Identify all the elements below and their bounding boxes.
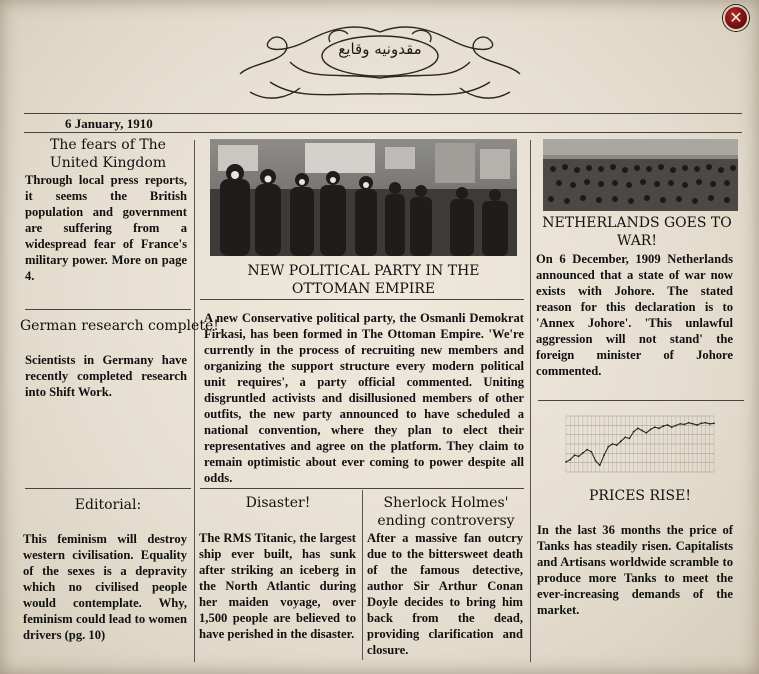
price-point (633, 431, 635, 433)
price-point (586, 449, 588, 451)
price-point (679, 423, 681, 425)
fears-body: Through local press reports, it seems the British population and government are suffering from a widespread fear of France's military power. More on page 4. (25, 173, 187, 283)
sherlock-body: After a massive fan outcry due to the bittersweet death of the famous detective, author Sir Arthur Conan Doyle decides to bring him back from the dead, providing clarification and closure. (367, 531, 523, 657)
price-point (620, 440, 622, 442)
price-point (569, 459, 571, 461)
price-point (565, 461, 567, 463)
price-point (713, 422, 715, 424)
party-photo-image (210, 139, 517, 256)
price-point (574, 454, 576, 456)
masthead-ornament (230, 12, 530, 112)
price-point (658, 427, 660, 429)
price-point (590, 451, 592, 453)
column-divider-3 (362, 490, 363, 660)
price-chart (558, 410, 718, 482)
price-point (624, 436, 626, 438)
party-photo (210, 139, 517, 256)
war-photo-image (543, 139, 738, 211)
war-headline: NETHERLANDS GOES TO WAR! (542, 215, 732, 249)
top-rule (24, 113, 742, 114)
center-rule-1 (200, 299, 524, 300)
date-rule (24, 132, 742, 133)
price-point (616, 444, 618, 446)
editorial-body: This feminism will destroy western civilisation. Equality of the sexes is a depravity which no civilised people would contemplate. Why, feminism could lead to women drivers (pg. 10) (23, 532, 187, 642)
price-point (696, 424, 698, 426)
price-point (688, 422, 690, 424)
price-point (700, 422, 702, 424)
party-body: A new Conservative political party, the Osmanli Demokrat Firkasi, has been formed in The Ottoman Empire. 'We're currently in the process of recruiting new members and organizing the support structure every modern political unit requires', a party official commented. Uniting disgruntled activists and disillusioned members of other outfits, the new party announced to have scheduled a national convention, where they plan to elect their representatives and agree on the platform. They claim to remain optimistic about ever coming to power despite all odds. (204, 311, 524, 485)
price-point (612, 443, 614, 445)
price-point (709, 423, 711, 425)
prices-body: In the last 36 months the price of Tanks has steadily risen. Capitalists and Artisans worldwide scramble to produce more Tanks to meet the ever-increasing demands of the market. (537, 523, 733, 617)
price-point (705, 422, 707, 424)
party-headline: NEW POLITICAL PARTY IN THE OTTOMAN EMPIRE (247, 263, 480, 297)
price-point (667, 424, 669, 426)
editorial-headline: Editorial: (74, 497, 142, 513)
column-divider-2 (530, 140, 531, 662)
masthead-title: مقدونیه وقایع (338, 40, 422, 58)
price-point (654, 426, 656, 428)
price-point (582, 452, 584, 454)
center-rule-2 (200, 488, 524, 489)
price-point (645, 432, 647, 434)
price-point (675, 425, 677, 427)
price-point (641, 430, 643, 432)
price-point (599, 464, 601, 466)
column-divider-1 (194, 140, 195, 662)
price-point (607, 446, 609, 448)
left-rule-2 (25, 488, 191, 489)
price-point (629, 438, 631, 440)
issue-date: 6 January, 1910 (65, 116, 153, 131)
sherlock-headline: Sherlock Holmes' ending controversy (377, 495, 515, 529)
war-photo (543, 139, 738, 211)
price-point (603, 454, 605, 456)
price-point (671, 426, 673, 428)
price-point (578, 455, 580, 457)
war-body: On 6 December, 1909 Netherlands announced that a state of war now exists with Johore. The stated reason for this declaration is to 'Annex Johore'. 'This unlawful aggression will not stand' the foreign minister of Johore commented. (536, 252, 733, 378)
price-point (595, 460, 597, 462)
price-point (692, 423, 694, 425)
chart-grid (566, 416, 714, 472)
price-point (650, 429, 652, 431)
prices-headline: PRICES RISE! (589, 488, 691, 504)
right-rule-1 (538, 400, 744, 401)
price-point (662, 425, 664, 427)
close-icon: ✕ (729, 8, 743, 27)
disaster-body: The RMS Titanic, the largest ship ever built, has sunk after striking an iceberg in the North Atlantic during her maiden voyage, over 1,500 people are believed to have perished in the disaster. (199, 531, 356, 641)
research-headline: German research complete! (20, 318, 219, 334)
price-point (684, 424, 686, 426)
research-body: Scientists in Germany have recently completed research into Shift Work. (25, 353, 187, 399)
price-point (637, 427, 639, 429)
disaster-headline: Disaster! (245, 495, 311, 511)
left-rule-1 (25, 309, 191, 310)
close-button[interactable] (723, 5, 749, 31)
fears-headline: The fears of The United Kingdom (49, 137, 167, 171)
